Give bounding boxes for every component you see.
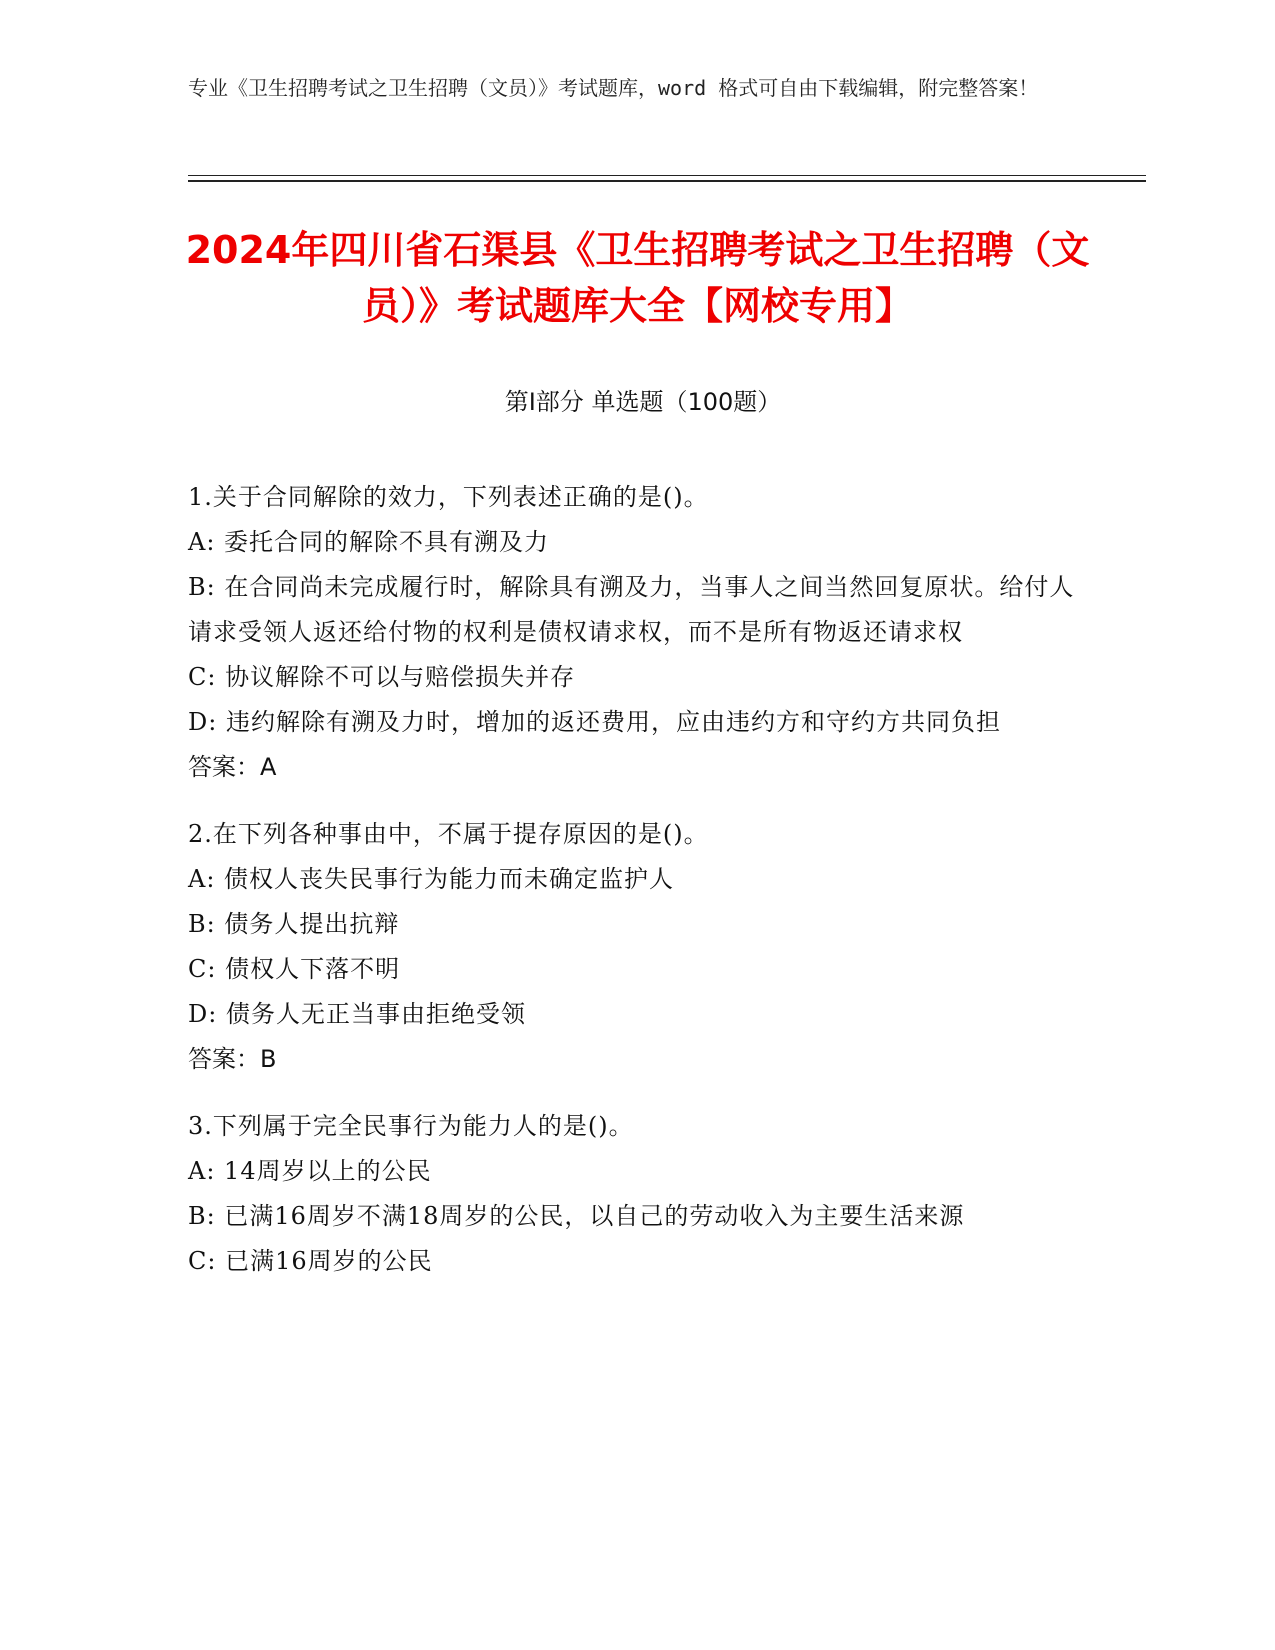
- document-title: 2024年四川省石渠县《卫生招聘考试之卫生招聘（文员）》考试题库大全【网校专用】: [185, 228, 1090, 328]
- option-d: D: 债务人无正当事由拒绝受领: [188, 1000, 526, 1028]
- question-3: [188, 1104, 1088, 1284]
- question-stem: 3.下列属于完全民事行为能力人的是()。: [188, 1112, 634, 1140]
- answer-line: 答案：A: [188, 753, 277, 781]
- question-stem: 1.关于合同解除的效力，下列表述正确的是()。: [188, 483, 709, 511]
- option-c: C: 已满16周岁的公民: [188, 1247, 433, 1275]
- question-list: [188, 475, 1088, 1306]
- option-b: B: 债务人提出抗辩: [188, 910, 400, 938]
- question-stem: 2.在下列各种事由中，不属于提存原因的是()。: [188, 820, 709, 848]
- page-header: 专业《卫生招聘考试之卫生招聘（文员）》考试题库，word 格式可自由下载编辑，附完整答案！: [188, 76, 1039, 100]
- section-title: 第Ⅰ部分 单选题（100题）: [504, 388, 782, 416]
- option-b: B: 在合同尚未完成履行时，解除具有溯及力，当事人之间当然回复原状。给付人请求受领人返还给付物的权利是债权请求权，而不是所有物返还请求权: [188, 573, 1075, 646]
- option-c: C: 协议解除不可以与赔偿损失并存: [188, 663, 576, 691]
- option-c: C: 债权人下落不明: [188, 955, 401, 983]
- header-divider-thin: [188, 175, 1146, 176]
- answer-line: 答案：B: [188, 1045, 277, 1073]
- option-a: A: 委托合同的解除不具有溯及力: [188, 528, 550, 556]
- option-a: A: 债权人丧失民事行为能力而未确定监护人: [188, 865, 675, 893]
- option-b: B: 已满16周岁不满18周岁的公民，以自己的劳动收入为主要生活来源: [188, 1202, 965, 1230]
- question-2: [188, 812, 1088, 1082]
- option-d: D: 违约解除有溯及力时，增加的返还费用，应由违约方和守约方共同负担: [188, 708, 1001, 736]
- option-a: A: 14周岁以上的公民: [188, 1157, 432, 1185]
- question-1: [188, 475, 1088, 790]
- header-divider-thick: [188, 180, 1146, 182]
